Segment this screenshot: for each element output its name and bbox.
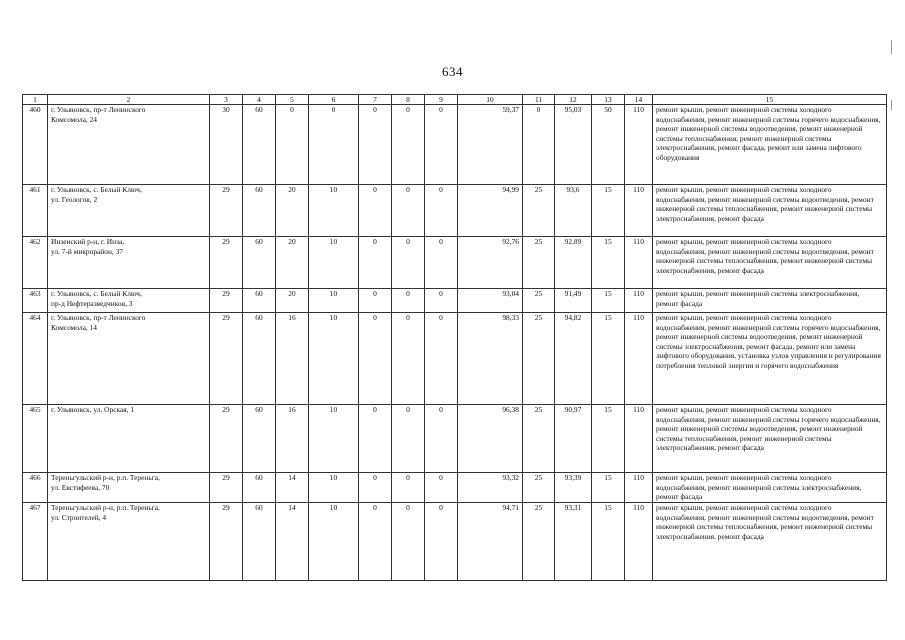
col6-cell: 10 — [309, 405, 359, 473]
col9-cell: 0 — [425, 405, 458, 473]
address-cell: г. Ульяновск, пр-т Ленинского Комсомола, 24 — [48, 105, 210, 185]
address-cell: Тереньгульский р-н, р.п. Тереньга, ул. Евстифеева, 70 — [48, 473, 210, 503]
col12-cell: 93,6 — [555, 185, 592, 237]
column-header-12: 12 — [555, 95, 592, 105]
col11-cell: 25 — [523, 185, 555, 237]
works-cell: ремонт крыши, ремонт инженерной системы холодного водоснабжения, ремонт инженерной системы водоотведения, ремонт инженерной системы теплоснабжения, ремонт инженерной системы электроснабжения, ремонт фасада — [653, 237, 887, 289]
column-header-14: 14 — [625, 95, 653, 105]
column-header-9: 9 — [425, 95, 458, 105]
col3-cell: 29 — [210, 185, 243, 237]
col4-cell: 60 — [243, 313, 276, 405]
col8-cell: 0 — [392, 405, 425, 473]
col14-cell: 110 — [625, 503, 653, 581]
col4-cell: 60 — [243, 105, 276, 185]
col4-cell: 60 — [243, 405, 276, 473]
col8-cell: 0 — [392, 185, 425, 237]
col5-cell: 14 — [276, 503, 309, 581]
address-cell: г. Ульяновск, с. Белый Ключ, пр-д Нефтеразведчиков, 3 — [48, 289, 210, 313]
column-header-13: 13 — [592, 95, 625, 105]
col5-cell: 16 — [276, 405, 309, 473]
column-header-8: 8 — [392, 95, 425, 105]
col7-cell: 0 — [359, 473, 392, 503]
col8-cell: 0 — [392, 237, 425, 289]
col9-cell: 0 — [425, 237, 458, 289]
table-row — [23, 237, 887, 289]
row-number: 466 — [23, 473, 48, 503]
col5-cell: 14 — [276, 473, 309, 503]
col7-cell: 0 — [359, 313, 392, 405]
col14-cell: 110 — [625, 289, 653, 313]
col9-cell: 0 — [425, 503, 458, 581]
column-header-2: 2 — [48, 95, 210, 105]
col3-cell: 29 — [210, 405, 243, 473]
col6-cell: 10 — [309, 237, 359, 289]
scan-artifact — [891, 40, 892, 54]
col14-cell: 110 — [625, 405, 653, 473]
col11-cell: 25 — [523, 289, 555, 313]
col9-cell: 0 — [425, 185, 458, 237]
column-header-1: 1 — [23, 95, 48, 105]
col11-cell: 25 — [523, 473, 555, 503]
address-cell: г. Ульяновск, ул. Орская, 1 — [48, 405, 210, 473]
col7-cell: 0 — [359, 237, 392, 289]
col11-cell: 0 — [523, 105, 555, 185]
col4-cell: 60 — [243, 503, 276, 581]
col13-cell: 15 — [592, 289, 625, 313]
col12-cell: 94,82 — [555, 313, 592, 405]
table-row — [23, 313, 887, 405]
column-header-4: 4 — [243, 95, 276, 105]
col11-cell: 25 — [523, 503, 555, 581]
column-header-3: 3 — [210, 95, 243, 105]
col4-cell: 60 — [243, 289, 276, 313]
address-cell: г. Ульяновск, пр-т Ленинского Комсомола, 14 — [48, 313, 210, 405]
col5-cell: 20 — [276, 237, 309, 289]
col14-cell: 110 — [625, 313, 653, 405]
col13-cell: 15 — [592, 405, 625, 473]
col8-cell: 0 — [392, 105, 425, 185]
col10-cell: 98,33 — [458, 313, 523, 405]
col9-cell: 0 — [425, 313, 458, 405]
col8-cell: 0 — [392, 289, 425, 313]
col7-cell: 0 — [359, 503, 392, 581]
col6-cell: 10 — [309, 313, 359, 405]
col5-cell: 20 — [276, 289, 309, 313]
col13-cell: 50 — [592, 105, 625, 185]
col6-cell: 10 — [309, 289, 359, 313]
col10-cell: 94,71 — [458, 503, 523, 581]
col11-cell: 25 — [523, 313, 555, 405]
col10-cell: 92,76 — [458, 237, 523, 289]
col12-cell: 92,89 — [555, 237, 592, 289]
row-number: 463 — [23, 289, 48, 313]
col9-cell: 0 — [425, 473, 458, 503]
table-row — [23, 405, 887, 473]
works-cell: ремонт крыши, ремонт инженерной системы холодного водоснабжения, ремонт инженерной системы водоотведения, ремонт инженерной системы теплоснабжения, ремонт инженерной системы электроснабжения, ремонт фасада — [653, 185, 887, 237]
col7-cell: 0 — [359, 185, 392, 237]
table-row — [23, 503, 887, 581]
col10-cell: 93,32 — [458, 473, 523, 503]
col3-cell: 29 — [210, 289, 243, 313]
col13-cell: 15 — [592, 473, 625, 503]
col7-cell: 0 — [359, 405, 392, 473]
column-header-10: 10 — [458, 95, 523, 105]
col11-cell: 25 — [523, 237, 555, 289]
col13-cell: 15 — [592, 237, 625, 289]
col8-cell: 0 — [392, 503, 425, 581]
col10-cell: 93,04 — [458, 289, 523, 313]
table-row — [23, 185, 887, 237]
col9-cell: 0 — [425, 105, 458, 185]
address-cell: г. Ульяновск, с. Белый Ключ, ул. Геологов, 2 — [48, 185, 210, 237]
col5-cell: 0 — [276, 105, 309, 185]
col3-cell: 30 — [210, 105, 243, 185]
col3-cell: 29 — [210, 237, 243, 289]
col13-cell: 15 — [592, 313, 625, 405]
col10-cell: 96,38 — [458, 405, 523, 473]
col3-cell: 29 — [210, 313, 243, 405]
col7-cell: 0 — [359, 289, 392, 313]
col9-cell: 0 — [425, 289, 458, 313]
col6-cell: 0 — [309, 105, 359, 185]
register-table — [22, 94, 887, 581]
col7-cell: 0 — [359, 105, 392, 185]
col8-cell: 0 — [392, 313, 425, 405]
col13-cell: 15 — [592, 185, 625, 237]
works-cell: ремонт крыши, ремонт инженерной системы холодного водоснабжения, ремонт инженерной системы горячего водоснабжения, ремонт инженерной системы водоотведения, ремонт инженерной системы электроснабжения, ремонт фасада, ремонт или замена лифтового оборудования, установка узлов управления и регулирования потребления тепловой энергии и горячего водоснабжения — [653, 313, 887, 405]
address-cell: Инзенский р-н, г. Инза, ул. 7-й микрорайон, 37 — [48, 237, 210, 289]
col6-cell: 10 — [309, 185, 359, 237]
table-row — [23, 289, 887, 313]
column-header-6: 6 — [309, 95, 359, 105]
works-cell: ремонт крыши, ремонт инженерной системы холодного водоснабжения, ремонт инженерной системы водоотведения, ремонт инженерной системы теплоснабжения, ремонт инженерной системы электроснабжения, ремонт фасада — [653, 503, 887, 581]
address-cell: Тереньгульский р-н, р.п. Тереньга, ул. Строителей, 4 — [48, 503, 210, 581]
column-header-7: 7 — [359, 95, 392, 105]
col6-cell: 10 — [309, 473, 359, 503]
row-number: 460 — [23, 105, 48, 185]
col5-cell: 20 — [276, 185, 309, 237]
col4-cell: 60 — [243, 185, 276, 237]
works-cell: ремонт крыши, ремонт инженерной системы холодного водоснабжения, ремонт инженерной системы горячего водоснабжения, ремонт инженерной системы водоотведения, ремонт инженерной системы теплоснабжения, ремонт инженерной системы электроснабжения, ремонт фасада, ремонт или замена лифтового оборудования — [653, 105, 887, 185]
col5-cell: 16 — [276, 313, 309, 405]
col11-cell: 25 — [523, 405, 555, 473]
works-cell: ремонт крыши, ремонт инженерной системы холодного водоснабжения, ремонт инженерной системы электроснабжения, ремонт фасада — [653, 473, 887, 503]
col10-cell: 94,99 — [458, 185, 523, 237]
works-cell: ремонт крыши, ремонт инженерной системы холодного водоснабжения, ремонт инженерной системы горячего водоснабжения, ремонт инженерной системы водоотведения, ремонт инженерной системы теплоснабжения, ремонт инженерной системы электроснабжения, ремонт фасада — [653, 405, 887, 473]
scan-artifact — [891, 100, 892, 110]
col4-cell: 60 — [243, 473, 276, 503]
col12-cell: 93,31 — [555, 503, 592, 581]
col14-cell: 110 — [625, 473, 653, 503]
col10-cell: 59,37 — [458, 105, 523, 185]
col3-cell: 29 — [210, 503, 243, 581]
table-row — [23, 473, 887, 503]
col12-cell: 95,03 — [555, 105, 592, 185]
col14-cell: 110 — [625, 185, 653, 237]
column-header-11: 11 — [523, 95, 555, 105]
row-number: 461 — [23, 185, 48, 237]
page-number: 634 — [442, 64, 463, 79]
row-number: 465 — [23, 405, 48, 473]
column-header-5: 5 — [276, 95, 309, 105]
works-cell: ремонт крыши, ремонт инженерной системы электроснабжения, ремонт фасада — [653, 289, 887, 313]
row-number: 462 — [23, 237, 48, 289]
row-number: 464 — [23, 313, 48, 405]
row-number: 467 — [23, 503, 48, 581]
table-row — [23, 105, 887, 185]
column-header-15: 15 — [653, 95, 887, 105]
header-row — [23, 95, 887, 105]
col3-cell: 29 — [210, 473, 243, 503]
col12-cell: 93,39 — [555, 473, 592, 503]
col8-cell: 0 — [392, 473, 425, 503]
col12-cell: 90,97 — [555, 405, 592, 473]
col4-cell: 60 — [243, 237, 276, 289]
col13-cell: 15 — [592, 503, 625, 581]
col6-cell: 10 — [309, 503, 359, 581]
col14-cell: 110 — [625, 105, 653, 185]
col12-cell: 91,49 — [555, 289, 592, 313]
col14-cell: 110 — [625, 237, 653, 289]
